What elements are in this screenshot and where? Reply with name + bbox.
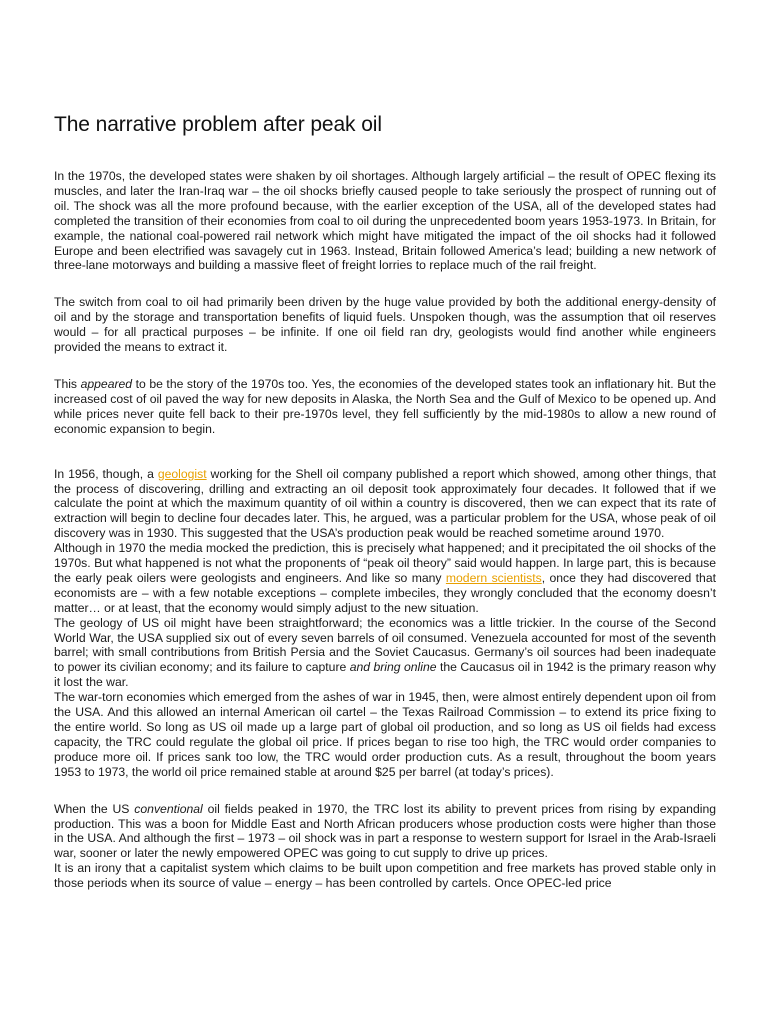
paragraph-8 [54, 802, 716, 862]
paragraph-6-text: The geology of US oil might have been straightforward; the economics was a little trickier. In the course of the Second World War, the USA supplied six out of every seven barrels of oil consumed. Venezuela accounted for most of the seventh barrel; with small contributions from British Persia and the Soviet Caucasus. Germany’s oil sources had been inadequate to power its civilian economy; and its failure to capture [54, 615, 716, 675]
paragraph-6-emphasis: and bring online [349, 660, 437, 675]
paragraph-5-text: Although in 1970 the media mocked the prediction, this is precisely what happened; and it precipitated the oil shocks of the 1970s. But what happened is not what the proponents of “peak oil theory” said would happen. In large part, this is because the early peak oilers were geologists and engineers. And like so many [54, 541, 716, 585]
paragraph-gap [54, 437, 716, 467]
paragraph-3-text: This [54, 376, 81, 391]
modern-scientists-link[interactable]: modern scientists [445, 570, 542, 585]
geologist-link[interactable]: geologist [157, 466, 207, 481]
page-title: The narrative problem after peak oil [54, 113, 382, 136]
paragraph-3-emphasis: appeared [80, 376, 133, 391]
paragraph-gap [54, 355, 716, 377]
paragraph-3-text-2: to be the story of the 1970s too. Yes, the economies of the developed states took an inflationary hit. But the increased cost of oil paved the way for new deposits in Alaska, the North Sea and the Gulf of Mexico to be opened up. And while prices never quite fell back to their pre-1970s level, they fell sufficiently by the mid-1980s to allow a new round of economic expansion to begin. [54, 376, 716, 436]
paragraph-2: The switch from coal to oil had primarily been driven by the huge value provided by both the additional energy-density of oil and by the storage and transportation benefits of liquid fuels. Unspoken though, was the assumption that oil reserves would – for all practical purposes – be infinite. If one oil field ran dry, geologists would find another while engineers provided the means to extract it. [54, 295, 716, 355]
article-body [54, 169, 716, 891]
paragraph-8-emphasis: conventional [134, 801, 203, 816]
paragraph-5 [54, 541, 716, 616]
paragraph-9: It is an irony that a capitalist system which claims to be built upon competition and free markets has proved stable only in those periods when its source of value – energy – has been controlled by cartels. Once OPEC-led price [54, 861, 716, 891]
paragraph-gap [54, 273, 716, 295]
paragraph-4-text: In 1956, though, a [54, 466, 158, 481]
paragraph-8-text-2: oil fields peaked in 1970, the TRC lost its ability to prevent prices from rising by expanding production. This was a boon for Middle East and North African producers whose production costs were higher than those in the USA. And although the first – 1973 – oil shock was in part a response to western support for Israel in the Arab-Israeli war, sooner or later the newly empowered OPEC was going to cut supply to drive up prices. [54, 801, 716, 861]
paragraph-6-text-2: the Caucasus oil in 1942 is the primary reason why it lost the war. [54, 660, 716, 690]
paragraph-1: In the 1970s, the developed states were shaken by oil shortages. Although largely artificial – the result of OPEC flexing its muscles, and later the Iran-Iraq war – the oil shocks briefly caused people to take seriously the prospect of running out of oil. The shock was all the more profound because, with the earlier exception of the USA, all of the developed states had completed the transition of their economies from coal to oil during the unprecedented boom years 1953-1973. In Britain, for example, the national coal-powered rail network which might have mitigated the impact of the oil shocks had it followed Europe and been electrified was savagely cut in 1963. Instead, Britain followed America’s lead; building a new network of three-lane motorways and building a massive fleet of freight lorries to replace much of the rail freight. [54, 169, 716, 273]
paragraph-3 [54, 377, 716, 437]
paragraph-4-text-2: working for the Shell oil company published a report which showed, among other things, that the process of discovering, drilling and extracting an oil deposit took approximately four decades. It followed that if we calculate the point at which the maximum quantity of oil within a country is discovered, then we can expect that its rate of extraction will begin to decline four decades later. This, he argued, was a particular problem for the USA, whose peak of oil discovery was in 1930. This suggested that the USA’s production peak would be reached sometime around 1970. [54, 466, 717, 541]
paragraph-4 [54, 467, 716, 542]
paragraph-6 [54, 616, 716, 691]
paragraph-7: The war-torn economies which emerged from the ashes of war in 1945, then, were almost entirely dependent upon oil from the USA. And this allowed an internal American oil cartel – the Texas Railroad Commission – to extend its price fixing to the entire world. So long as US oil made up a large part of global oil production, and so long as US oil fields had excess capacity, the TRC could regulate the global oil price. If prices began to rise too high, the TRC would order companies to produce more oil. If prices sank too low, the TRC would order production cuts. As a result, throughout the boom years 1953 to 1973, the world oil price remained stable at around $25 per barrel (at today’s prices). [54, 690, 716, 779]
paragraph-5-text-2: , once they had discovered that economists are – with a few notable exceptions – complete imbeciles, they wrongly concluded that the economy doesn’t matter… or at least, that the economy would simply adjust to the new situation. [54, 570, 716, 615]
paragraph-8-text: When the US [54, 801, 135, 816]
paragraph-gap [54, 780, 716, 802]
